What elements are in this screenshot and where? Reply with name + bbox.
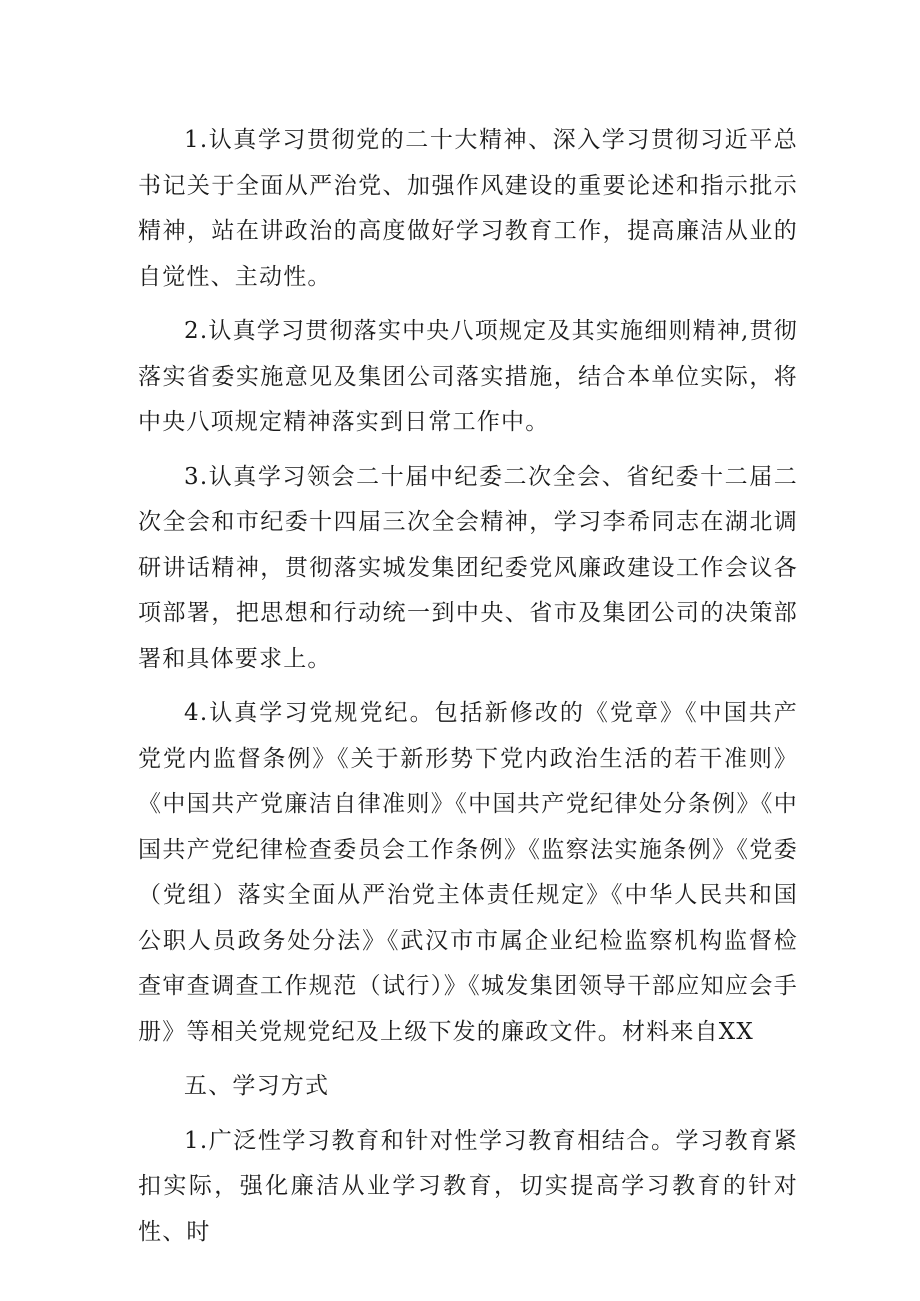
paragraph-study-method-1: 1.广泛性学习教育和针对性学习教育相结合。学习教育紧扣实际，强化廉洁从业学习教育，切实提高学习教育的针对性、时 bbox=[138, 1127, 798, 1245]
paragraph-eight-point-rules: 2.认真学习贯彻落实中央八项规定及其实施细则精神,贯彻落实省委实施意见及集团公司落实措施，结合本单位实际，将中央八项规定精神落实到日常工作中。 bbox=[138, 318, 798, 435]
paragraph-discipline-plenary: 3.认真学习领会二十届中纪委二次全会、省纪委十二届二次全会和市纪委十四届三次全会精神，学习李希同志在湖北调研讲话精神，贯彻落实城发集团纪委党风廉政建设工作会议各项部署，把思想和行动统一到中央、省市及集团公司的决策部署和具体要求上。 bbox=[138, 463, 798, 672]
paragraph-study-20th-congress: 1.认真学习贯彻党的二十大精神、深入学习贯彻习近平总书记关于全面从严治党、加强作风建设的重要论述和指示批示精神，站在讲政治的高度做好学习教育工作，提高廉洁从业的自觉性、主动性。 bbox=[138, 127, 798, 290]
section-heading-study-methods: 五、学习方式 bbox=[184, 1073, 330, 1099]
paragraph-party-regulations: 4.认真学习党规党纪。包括新修改的《党章》《中国共产党党内监督条例》《关于新形势下党内政治生活的若干准则》《中国共产党廉洁自律准则》《中国共产党纪律处分条例》《中国共产党纪律检查委员会工作条例》《监察法实施条例》《党委（党组）落实全面从严治党主体责任规定》《中华人民共和国公职人员政务处分法》《武汉市市属企业纪检监察机构监督检查审查调查工作规范（试行）》《城发集团领导干部应知应会手册》等相关党规党纪及上级下发的廉政文件。材料来自XX bbox=[138, 700, 798, 1045]
document-body bbox=[138, 118, 798, 1264]
